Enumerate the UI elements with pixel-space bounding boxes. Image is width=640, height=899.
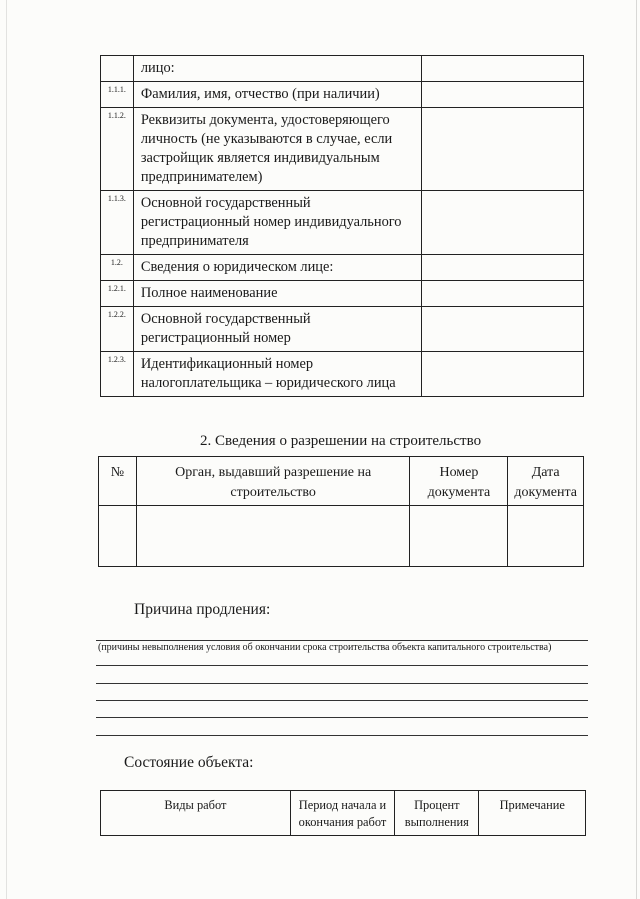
cell-docnum[interactable] <box>410 506 508 567</box>
row-label: Реквизиты документа, удостоверяющего личность (не указываются в случае, если застройщик является индивидуальным предпринимателем) <box>133 108 422 191</box>
table-header-row <box>101 791 586 836</box>
col-works-header: Виды работ <box>101 791 291 836</box>
reason-hint: (причины невыполнения условия об окончании срока строительства объекта капитального строительства) <box>98 642 552 653</box>
col-note-header: Примечание <box>479 791 586 836</box>
cell-number[interactable] <box>99 506 137 567</box>
row-number: 1.1.3. <box>101 191 134 255</box>
state-label: Состояние объекта: <box>124 754 254 771</box>
table-row <box>101 307 584 352</box>
row-number: 1.1.2. <box>101 108 134 191</box>
reason-line[interactable] <box>96 683 588 684</box>
permit-table <box>98 456 584 567</box>
table-row <box>101 56 584 82</box>
row-label: Идентификационный номер налогоплательщика – юридического лица <box>133 352 422 397</box>
value-field[interactable] <box>422 56 584 82</box>
table-row <box>101 255 584 281</box>
row-number: 1.2.2. <box>101 307 134 352</box>
row-number: 1.2.3. <box>101 352 134 397</box>
table-header-row <box>99 457 584 506</box>
row-number: 1.1.1. <box>101 82 134 108</box>
row-label: Основной государственный регистрационный номер <box>133 307 422 352</box>
col-date-header: Дата документа <box>508 457 584 506</box>
value-field[interactable] <box>422 281 584 307</box>
page-edge-right <box>636 0 637 899</box>
col-period-header: Период начала и окончания работ <box>290 791 395 836</box>
reason-line[interactable] <box>96 735 588 736</box>
value-field[interactable] <box>422 255 584 281</box>
row-number: 1.2. <box>101 255 134 281</box>
value-field[interactable] <box>422 191 584 255</box>
row-number: 1.2.1. <box>101 281 134 307</box>
row-number <box>101 56 134 82</box>
table-row <box>101 108 584 191</box>
col-organ-header: Орган, выдавший разрешение на строительство <box>136 457 410 506</box>
row-label: Фамилия, имя, отчество (при наличии) <box>133 82 422 108</box>
col-percent-header: Процент выполнения <box>395 791 479 836</box>
cell-organ[interactable] <box>136 506 410 567</box>
table-row <box>101 281 584 307</box>
table-row <box>101 191 584 255</box>
value-field[interactable] <box>422 352 584 397</box>
reason-line[interactable] <box>96 700 588 701</box>
page-edge-left <box>6 0 7 899</box>
table-row <box>101 352 584 397</box>
applicant-info-table <box>100 55 584 397</box>
row-label: Основной государственный регистрационный номер индивидуального предпринимателя <box>133 191 422 255</box>
col-docnum-header: Номер документа <box>410 457 508 506</box>
value-field[interactable] <box>422 108 584 191</box>
reason-line[interactable] <box>96 640 588 641</box>
section-title: 2. Сведения о разрешении на строительство <box>200 433 482 449</box>
row-label: Сведения о юридическом лице: <box>133 255 422 281</box>
value-field[interactable] <box>422 82 584 108</box>
cell-date[interactable] <box>508 506 584 567</box>
object-state-table <box>100 790 586 836</box>
reason-line[interactable] <box>96 665 588 666</box>
row-label: лицо: <box>133 56 422 82</box>
reason-label: Причина продления: <box>134 601 271 618</box>
table-row <box>101 82 584 108</box>
col-number-header: № <box>99 457 137 506</box>
row-label: Полное наименование <box>133 281 422 307</box>
table-row <box>99 506 584 567</box>
value-field[interactable] <box>422 307 584 352</box>
reason-line[interactable] <box>96 717 588 718</box>
